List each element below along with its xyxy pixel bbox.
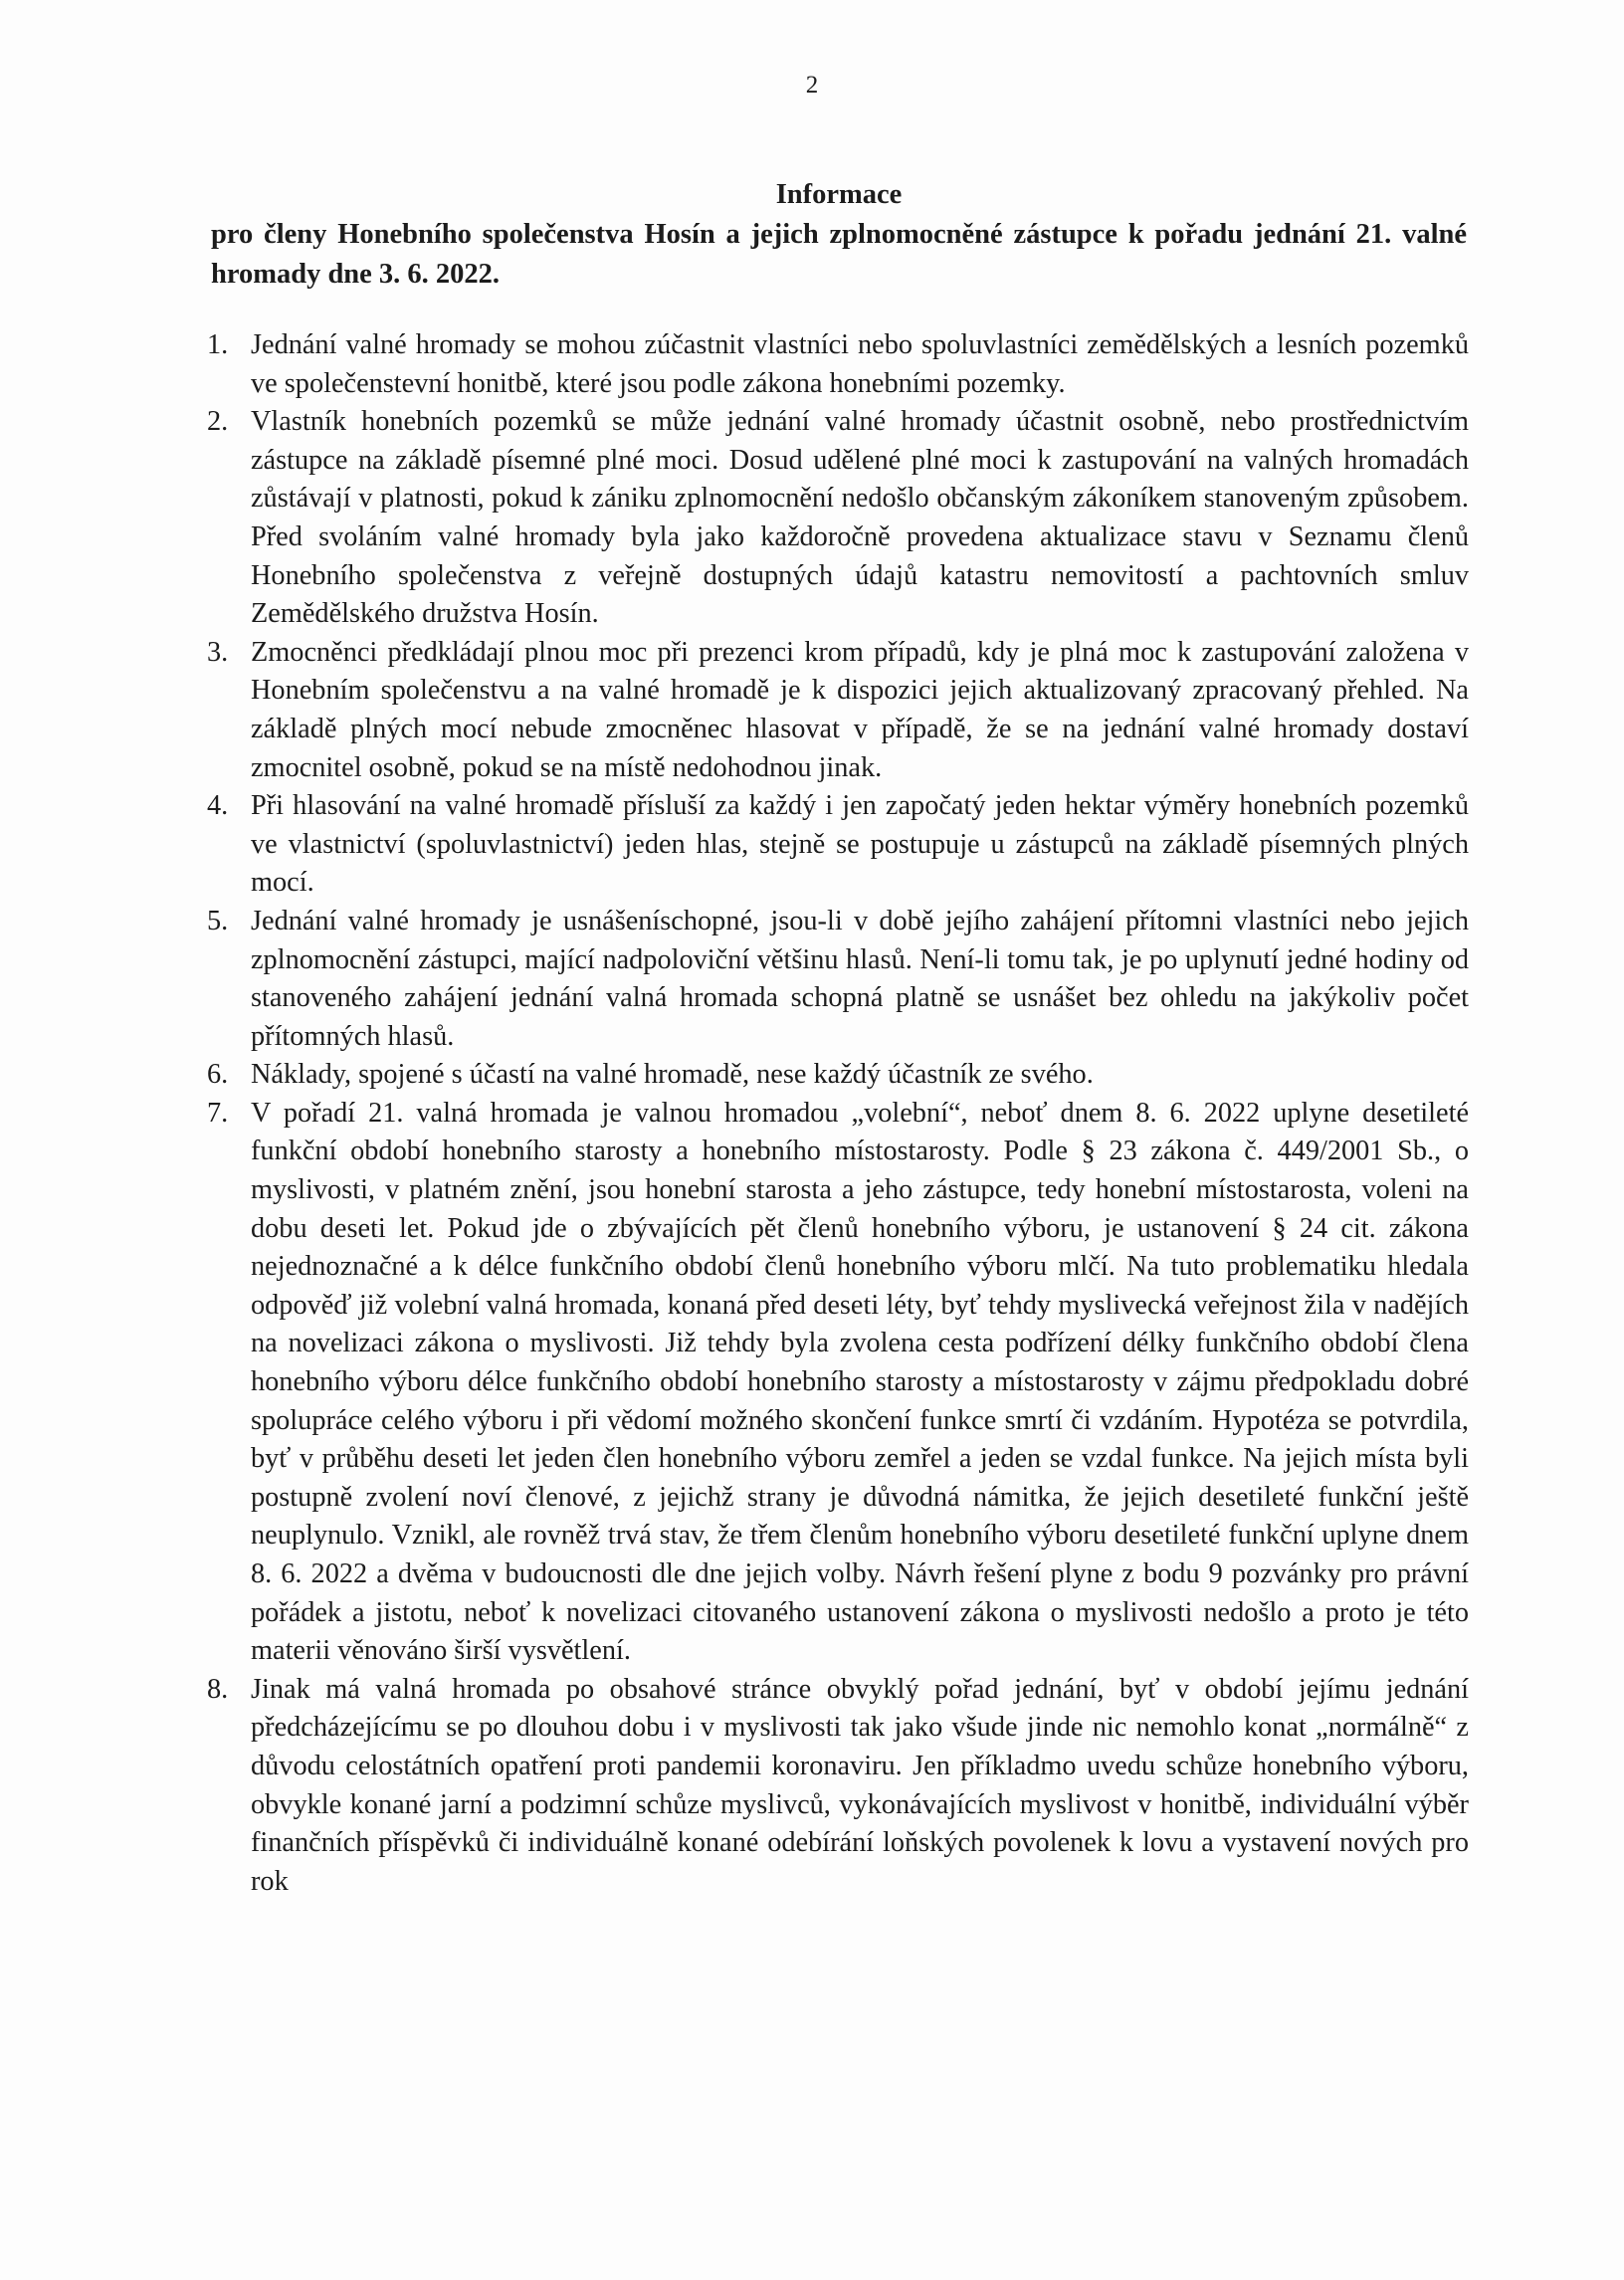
list-item — [207, 1056, 1469, 1095]
document-heading — [211, 175, 1467, 295]
list-item — [207, 903, 1469, 1056]
list-item — [207, 787, 1469, 903]
numbered-list — [207, 326, 1469, 1901]
list-item — [207, 326, 1469, 403]
list-item-number: 4. — [207, 790, 229, 822]
list-item — [207, 403, 1469, 634]
list-item-number: 2. — [207, 406, 229, 438]
list-item — [207, 1095, 1469, 1671]
list-item-text: Jednání valné hromady je usnášeníschopné, jsou-li v době jejího zahájení přítomni vlastníci nebo jejich zplnomocnění zástupci, mající nadpoloviční většinu hlasů. Není-li tomu tak, je po uplynutí jedné hodiny od stanoveného zahájení jednání valná hromada schopná platně se usnášet bez ohledu na jakýkoliv počet přítomných hlasů. — [251, 905, 1469, 1052]
list-item — [207, 634, 1469, 787]
list-item-number: 7. — [207, 1097, 229, 1129]
list-item-text: V pořadí 21. valná hromada je valnou hromadou „volební“, neboť dnem 8. 6. 2022 uplyne desetileté funkční období honebního starosty a honebního místostarosty. Podle § 23 zákona č. 449/2001 Sb., o myslivosti, v platném znění, jsou honební starosta a jeho zástupce, tedy honební místostarosta, voleni na dobu deseti let. Pokud jde o zbývajících pět členů honebního výboru, je ustanovení § 24 cit. zákona nejednoznačné a k délce funkčního období členů honebního výboru mlčí. Na tuto problematiku hledala odpověď již volební valná hromada, konaná před deseti léty, byť tehdy myslivecká veřejnost žila v nadějích na novelizaci zákona o myslivosti. Již tehdy byla zvolena cesta podřízení délky funkčního období člena honebního výboru délce funkčního období honebního starosty a místostarosty v zájmu předpokladu dobré spolupráce celého výboru i při vědomí možného skončení funkce smrtí či vzdáním. Hypotéza se potvrdila, byť v průběhu deseti let jeden člen honebního výboru zemřel a jeden se vzdal funkce. Na jejich místa byli postupně zvolení noví členové, z jejichž strany je důvodná námitka, že jejich desetileté funkční ještě neuplynulo. Vznikl, ale rovněž trvá stav, že třem členům honebního výboru desetileté funkční uplyne dnem 8. 6. 2022 a dvěma v budoucnosti dle dne jejich volby. Návrh řešení plyne z bodu 9 pozvánky pro právní pořádek a jistotu, neboť k novelizaci citovaného ustanovení zákona o myslivosti nedošlo a proto je této materii věnováno širší vysvětlení. — [251, 1097, 1469, 1667]
document-subtitle: pro členy Honebního společenstva Hosín a jejich zplnomocněné zástupce k pořadu jednání 21. valné hromady dne 3. 6. 2022. — [211, 219, 1467, 290]
list-item-text: Jinak má valná hromada po obsahové stránce obvyklý pořad jednání, byť v období jejímu jednání předcházejícímu se po dlouhou dobu i v myslivosti tak jako všude jinde nic nemohlo konat „normálně“ z důvodu celostátních opatření proti pandemii koronaviru. Jen příkladmo uvedu schůze honebního výboru, obvykle konané jarní a podzimní schůze myslivců, vykonávajících myslivost v honitbě, individuální výběr finančních příspěvků či individuálně konané odebírání loňských povolenek k lovu a vystavení nových pro rok — [251, 1673, 1469, 1897]
list-item-number: 3. — [207, 636, 229, 668]
list-item-text: Náklady, spojené s účastí na valné hromadě, nese každý účastník ze svého. — [251, 1059, 1094, 1091]
list-item-text: Při hlasování na valné hromadě přísluší za každý i jen započatý jeden hektar výměry honebních pozemků ve vlastnictví (spoluvlastnictví) jeden hlas, stejně se postupuje u zástupců na základě písemných plných mocí. — [251, 790, 1469, 899]
document-title: Informace — [775, 179, 903, 210]
list-item-number: 6. — [207, 1059, 229, 1091]
list-item-text: Zmocněnci předkládají plnou moc při prezenci krom případů, kdy je plná moc k zastupování založena v Honebním společenstvu a na valné hromadě je k dispozici jejich aktualizovaný zpracovaný přehled. Na základě plných mocí nebude zmocněnec hlasovat v případě, že se na jednání valné hromady dostaví zmocnitel osobně, pokud se na místě nedohodnou jinak. — [251, 636, 1469, 783]
list-item-text: Jednání valné hromady se mohou zúčastnit vlastníci nebo spoluvlastníci zemědělských a lesních pozemků ve společenstevní honitbě, které jsou podle zákona honebními pozemky. — [251, 329, 1469, 399]
list-item-number: 5. — [207, 905, 229, 936]
list-item-number: 1. — [207, 329, 229, 360]
list-item-number: 8. — [207, 1673, 229, 1705]
list-item-text: Vlastník honebních pozemků se může jednání valné hromady účastnit osobně, nebo prostřednictvím zástupce na základě písemné plné moci. Dosud udělené plné moci k zastupování na valných hromadách zůstávají v platnosti, pokud k zániku zplnomocnění nedošlo občanským zákoníkem stanoveným způsobem. Před svoláním valné hromady byla jako každoročně provedena aktualizace stavu v Seznamu členů Honebního společenstva z veřejně dostupných údajů katastru nemovitostí a pachtovních smluv Zemědělského družstva Hosín. — [251, 406, 1469, 630]
page-number: 2 — [805, 72, 819, 99]
list-item — [207, 1671, 1469, 1902]
